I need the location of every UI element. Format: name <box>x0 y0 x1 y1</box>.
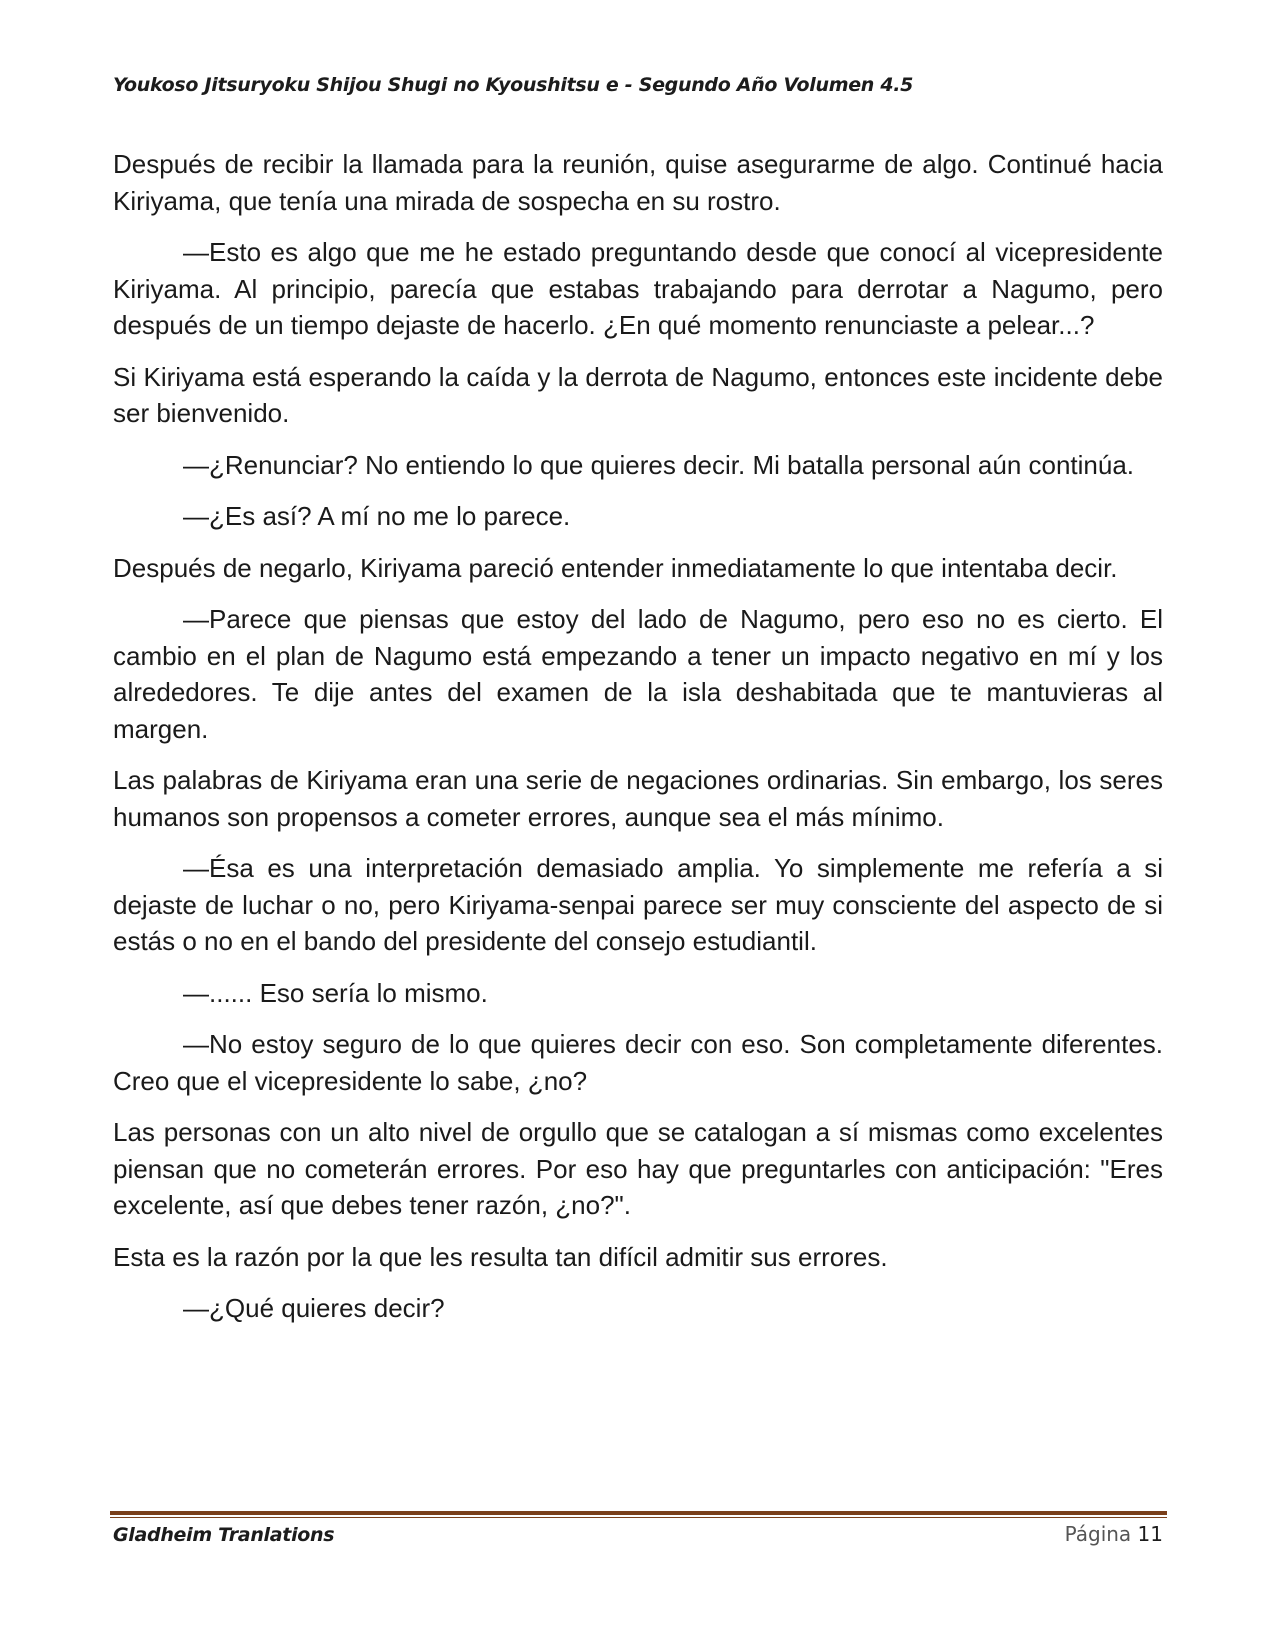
paragraph: Después de recibir la llamada para la reunión, quise asegurarme de algo. Continué hacia Kiriyama, que tenía una mirada de sospecha en su rostro. <box>113 149 1163 216</box>
page-number-block <box>1065 1522 1163 1546</box>
dialogue-paragraph: —No estoy seguro de lo que quieres decir con eso. Son completamente diferentes. Creo que el vicepresidente lo sabe, ¿no? <box>113 1029 1163 1096</box>
paragraph: Las personas con un alto nivel de orgullo que se catalogan a sí mismas como excelentes piensan que no cometerán errores. Por eso hay que preguntarles con anticipación: "Eres excelente, así que debes tener razón, ¿no?". <box>113 1117 1163 1220</box>
paragraph: Esta es la razón por la que les resulta tan difícil admitir sus errores. <box>113 1241 888 1272</box>
dialogue-paragraph: —¿Renunciar? No entiendo lo que quieres decir. Mi batalla personal aún continúa. <box>183 449 1135 480</box>
page-header-title: Youkoso Jitsuryoku Shijou Shugi no Kyoushitsu e - Segundo Año Volumen 4.5 <box>113 74 914 96</box>
footer-divider <box>110 1511 1167 1518</box>
dialogue-paragraph: —Parece que piensas que estoy del lado de Nagumo, pero eso no es cierto. El cambio en el plan de Nagumo está empezando a tener un impacto negativo en mí y los alrededores. Te dije antes del examen de la isla deshabitada que te mantuvieras al margen. <box>113 604 1163 744</box>
paragraph: Si Kiriyama está esperando la caída y la derrota de Nagumo, entonces este incidente debe ser bienvenido. <box>113 361 1163 428</box>
dialogue-paragraph: —...... Eso sería lo mismo. <box>183 977 488 1008</box>
dialogue-paragraph: —Esto es algo que me he estado preguntando desde que conocí al vicepresidente Kiriyama. Al principio, parecía que estabas trabajando para derrotar a Nagumo, pero después de un tiempo dejaste de hacerlo. ¿En qué momento renunciaste a pelear...? <box>113 237 1163 340</box>
dialogue-paragraph: —¿Qué quieres decir? <box>183 1293 445 1323</box>
page-label: Página <box>1064 1522 1132 1546</box>
dialogue-paragraph: —¿Es así? A mí no me lo parece. <box>183 501 571 531</box>
paragraph: Las palabras de Kiriyama eran una serie de negaciones ordinarias. Sin embargo, los seres humanos son propensos a cometer errores, aunque sea el más mínimo. <box>113 765 1163 832</box>
dialogue-paragraph: —Ésa es una interpretación demasiado amplia. Yo simplemente me refería a si dejaste de luchar o no, pero Kiriyama-senpai parece ser muy consciente del aspecto de si estás o no en el bando del presidente del consejo estudiantil. <box>113 853 1163 956</box>
page-number: 11 <box>1137 1522 1163 1546</box>
footer-credit: Gladheim Tranlations <box>113 1524 335 1546</box>
paragraph: Después de negarlo, Kiriyama pareció entender inmediatamente lo que intentaba decir. <box>113 552 1118 583</box>
body-text <box>113 146 1163 1342</box>
